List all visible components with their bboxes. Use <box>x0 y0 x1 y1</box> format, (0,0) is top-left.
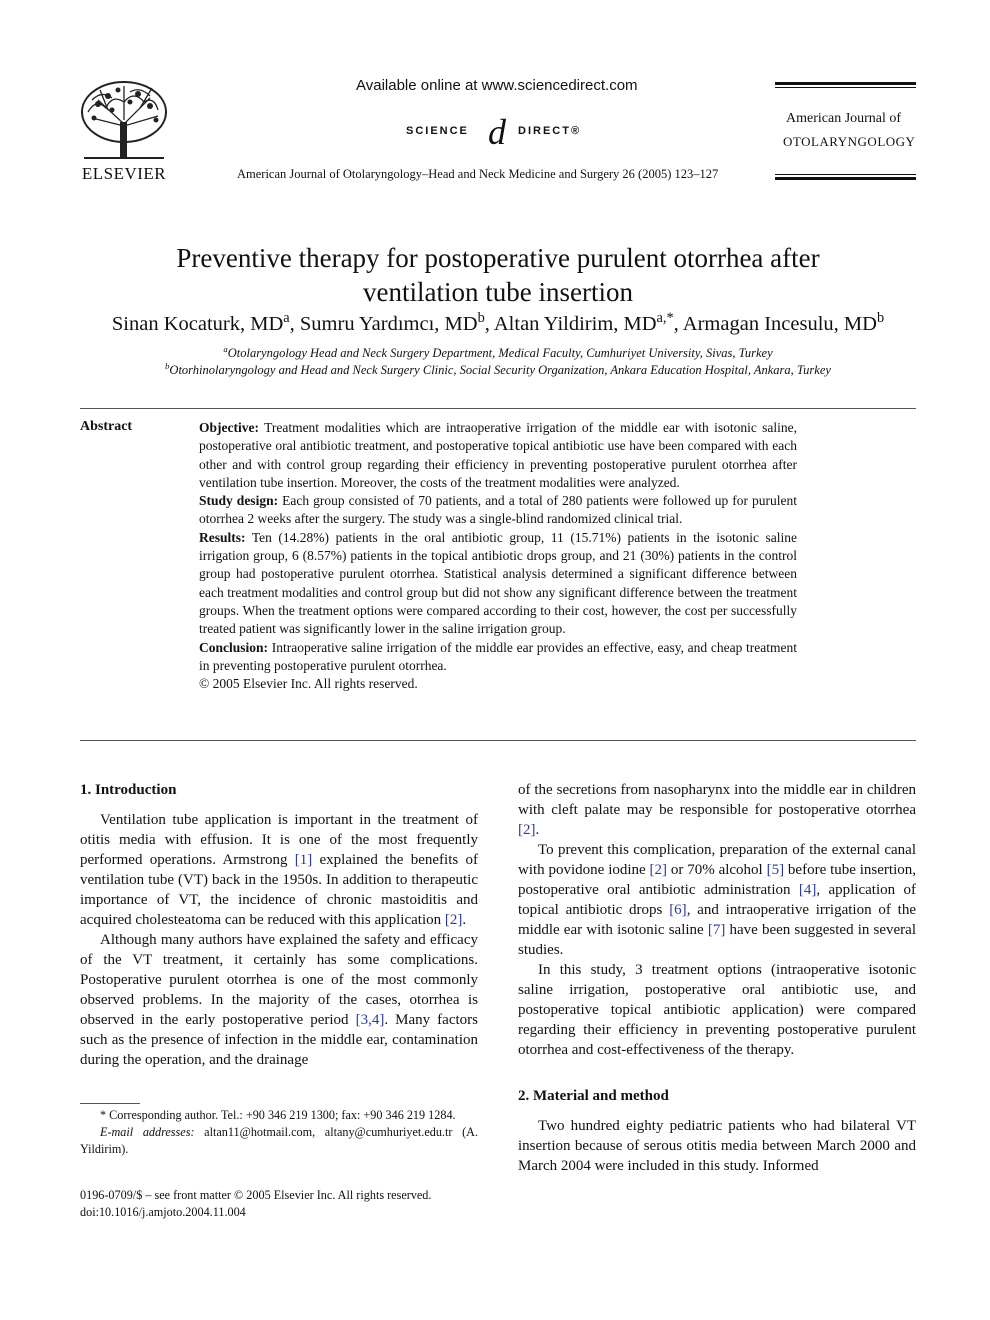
paragraph-text: . <box>535 822 540 838</box>
paragraph-text: Ventilation tube application is important in the treatment of otitis media with effusion. It is one of the most frequently performed operations. Armstrong <box>80 812 478 868</box>
citation-link[interactable]: [2] <box>649 862 668 878</box>
section-heading-introduction: 1. Introduction <box>80 782 177 798</box>
citation-link[interactable]: [2] <box>444 912 463 928</box>
journal-rule-top-thin <box>775 87 916 88</box>
citation-link[interactable]: [1] <box>294 852 313 868</box>
paragraph <box>80 810 478 930</box>
doi-link[interactable]: doi:10.1016/j.amjoto.2004.11.004 <box>80 1205 246 1219</box>
elsevier-tree-icon <box>78 80 170 162</box>
footnote <box>80 1107 478 1158</box>
sd-logo-d: d <box>488 112 506 152</box>
elsevier-logo <box>78 80 170 184</box>
journal-name-line2: OTOLARYNGOLOGY <box>783 134 916 149</box>
journal-name-line1: American Journal of <box>786 111 902 126</box>
abstract-conclusion: Conclusion: Intraoperative saline irrigation of the middle ear provides an effective, easy, and cheap treatment in preventing postoperative purulent otorrhea. <box>199 639 797 673</box>
paragraph-text: Two hundred eighty pediatric patients who had bilateral VT insertion because of serous otitis media between March 2000 and March 2004 were included in this study. Informed <box>518 1118 916 1174</box>
paragraph-text: explained the benefits of ventilation tube (VT) back in the 1950s. In addition to therapeutic importance of VT, the incidence of chronic mastoiditis and acquired cholesteatoma can be reduced with this application <box>80 852 478 928</box>
abstract-objective: Objective: Treatment modalities which are intraoperative irrigation of the middle ear with isotonic saline, postoperative oral antibiotic treatment, and postoperative topical antibiotic use have been compared with each other and with control group regarding their efficiency in preventing postoperative purulent otorrhea after ventilation tube insertion. Moreover, the costs of the treatment modalities were analyzed. <box>199 420 797 490</box>
paragraph-text: before tube insertion, postoperative oral antibiotic administration <box>518 862 916 898</box>
sd-logo-left: SCIENCE <box>406 125 469 137</box>
paragraph-text: . <box>462 912 467 928</box>
right-column <box>518 780 916 1176</box>
article-title-line1: Preventive therapy for postoperative purulent otorrhea after <box>176 243 820 273</box>
footnote-rule <box>80 1103 140 1104</box>
sciencedirect-logo <box>406 112 591 152</box>
sd-logo-right: DIRECT® <box>518 125 582 137</box>
paragraph-text: To prevent this complication, preparation of the external canal with povidone iodine <box>518 842 916 878</box>
citation-link[interactable]: [4] <box>798 882 817 898</box>
paragraph <box>80 930 478 1070</box>
paragraph <box>518 1116 916 1176</box>
paragraph-text: . Many factors such as the presence of infection in the middle ear, contamination during the operation, and the drainage <box>80 1012 478 1068</box>
affiliation-a: $^a$Otolaryngology Head and Neck Surgery Department, Medical Faculty, Cumhuriyet University, Sivas, Turkey <box>223 343 773 360</box>
citation-link[interactable]: [5] <box>766 862 785 878</box>
abstract-copyright: © 2005 Elsevier Inc. All rights reserved. <box>199 676 418 692</box>
citation-link[interactable]: [3,4] <box>355 1012 385 1028</box>
abstract-design: Study design: Each group consisted of 70 patients, and a total of 280 patients were followed up for purulent otorrhea 2 weeks after the surgery. The study was a single-blind randomized clinical trial. <box>199 493 798 527</box>
paragraph-text: , and intraoperative irrigation of the middle ear with isotonic saline <box>518 902 916 938</box>
issn-line: 0196-0709/$ – see front matter © 2005 Elsevier Inc. All rights reserved. <box>80 1188 432 1202</box>
abstract-results: Results: Ten (14.28%) patients in the oral antibiotic group, 11 (15.71%) patients in the isotonic saline irrigation group, 6 (8.57%) patients in the topical antibiotic drops group, and 21 (30%) patients in the control group had postoperative purulent otorrhea. Statistical analysis determined a significant difference between each treatment modalities and control group but did not show any significant difference between the treatment groups. When the treatment options were compared according to their cost, however, the cost per successfully treated patient was significantly lower in the saline irrigation group. <box>199 529 797 637</box>
author: Sumru Yardımcı, $MD^b$, <box>299 310 494 335</box>
paragraph-text: Although many authors have explained the safety and efficacy of the VT treatment, it certainly has some complications. Postoperative purulent otorrhea is one of the most commonly observed problems. In the majority of the cases, otorrhea is observed in the early postoperative period <box>80 932 478 1028</box>
citation-link[interactable]: [6] <box>669 902 687 918</box>
section-heading-methods: 2. Material and method <box>518 1088 669 1104</box>
journal-rule-bottom <box>775 177 916 180</box>
journal-rule-bottom-thin <box>775 174 916 175</box>
paragraph-text: or 70% alcohol <box>667 862 767 878</box>
abstract-body <box>199 419 797 693</box>
available-online-link[interactable]: Available online at www.sciencedirect.com <box>356 77 638 94</box>
abstract-rule-bottom <box>80 740 916 741</box>
paragraph-text: In this study, 3 treatment options (intraoperative isotonic saline irrigation, postoperative oral antibiotic use, and postoperative topical antibiotic application) were compared regarding their efficiency in preventing postoperative purulent otorrhea and cost-effectiveness of the therapy. <box>518 962 916 1058</box>
citation-link[interactable]: [7] <box>707 922 726 938</box>
paragraph <box>518 840 916 960</box>
author: Sinan Kocaturk, $MD^a$, <box>111 310 300 335</box>
journal-citation: American Journal of Otolaryngology–Head and Neck Medicine and Surgery 26 (2005) 123–127 <box>237 167 719 181</box>
author: Armagan Incesulu, $MD^b$ <box>682 310 885 335</box>
article-title <box>80 241 916 309</box>
journal-rule-top <box>775 82 916 85</box>
paragraph-text: of the secretions from nasopharynx into the middle ear in children with cleft palate may be responsible for postoperative otorrhea <box>518 782 916 818</box>
author-list <box>60 310 936 336</box>
corresponding-author-note: * Corresponding author. Tel.: +90 346 219 1300; fax: +90 346 219 1284. <box>100 1108 456 1122</box>
front-matter <box>80 1187 431 1221</box>
paragraph-text: , application of topical antibiotic drops <box>518 882 917 918</box>
abstract-label: Abstract <box>80 419 133 434</box>
citation-link[interactable]: [2] <box>518 822 536 838</box>
affiliation-b: $^b$Otorhinolaryngology and Head and Neck Surgery Clinic, Social Security Organization, Ankara Education Hospital, Ankara, Turkey <box>165 360 831 377</box>
article-title-line2: ventilation tube insertion <box>363 277 633 307</box>
paragraph <box>518 780 916 840</box>
email-note: E-mail addresses: altan11@hotmail.com, altany@cumhuriyet.edu.tr (A. Yildirim). <box>80 1125 478 1156</box>
abstract-rule-top <box>80 408 916 409</box>
paragraph <box>518 960 916 1060</box>
paragraph-text: have been suggested in several studies. <box>518 922 916 958</box>
left-column <box>80 780 478 1070</box>
author: Altan Yildirim, $MD^{a,*}$, <box>493 310 683 335</box>
publisher-name: ELSEVIER <box>81 164 167 183</box>
